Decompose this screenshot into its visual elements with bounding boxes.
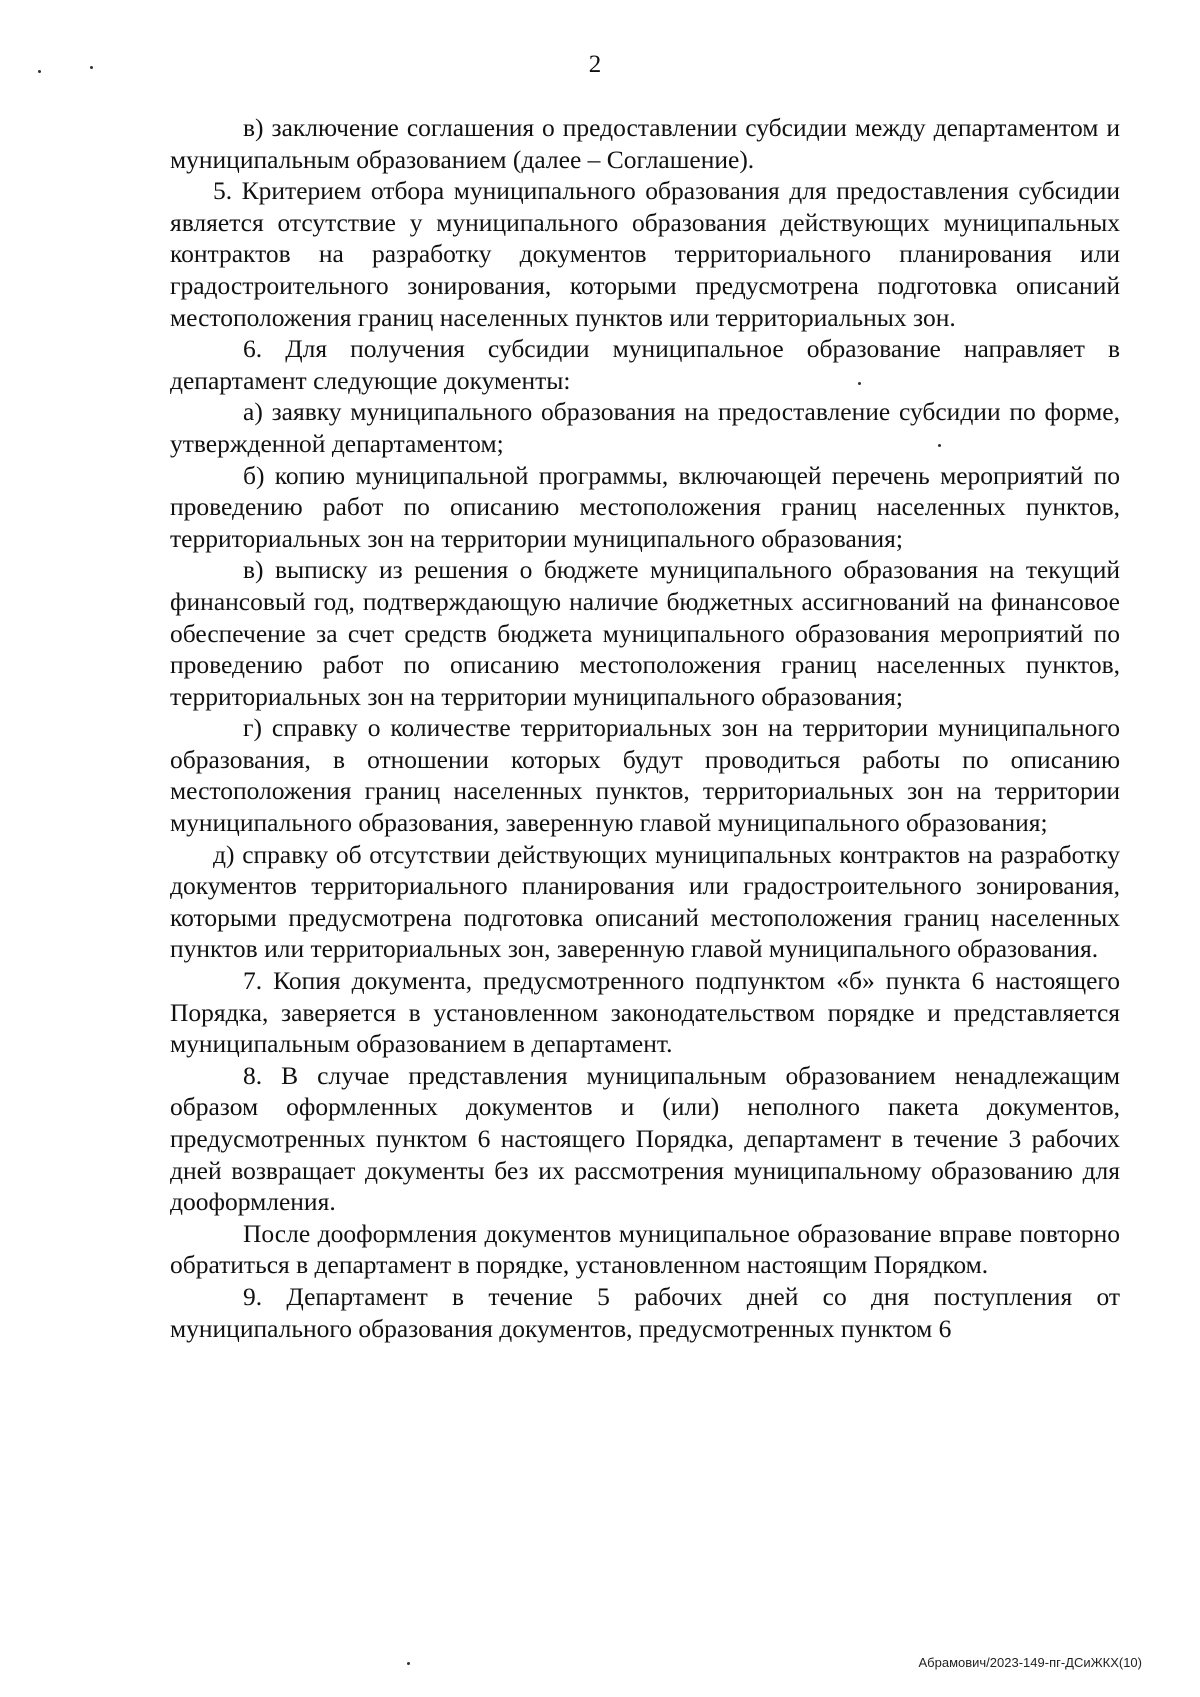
paragraph-point-9: 9. Департамент в течение 5 рабочих дней со дня поступления от муниципального образования документов, предусмотренных пунктом 6 bbox=[170, 1281, 1120, 1343]
paragraph-point-6: 6. Для получения субсидии муниципальное образование направляет в департамент следующие документы: bbox=[170, 334, 1120, 395]
document-code-footer: Абрамович/2023-149-пг-ДСиЖКХ(10) bbox=[918, 1655, 1142, 1670]
paragraph-point-7: 7. Копия документа, предусмотренного подпунктом «б» пункта 6 настоящего Порядка, заверяется в установленном законодательством порядке и представляется муниципальным образованием в департамент. bbox=[170, 966, 1120, 1059]
paragraph-subpoint-a: а) заявку муниципального образования на предоставление субсидии по форме, утвержденной департаментом; bbox=[170, 397, 1120, 458]
paragraph-subpoint-b: б) копию муниципальной программы, включающей перечень мероприятий по проведению работ по описанию местоположения границ населенных пунктов, территориальных зон на территории муниципального образования; bbox=[170, 460, 1120, 553]
paragraph-subpoint-v-agreement: в) заключение соглашения о предоставлении субсидии между департаментом и муниципальным образованием (далее – Соглашение). bbox=[170, 113, 1120, 174]
paragraph-refinement: После дооформления документов муниципальное образование вправе повторно обратиться в департамент в порядке, установленном настоящим Порядком. bbox=[170, 1218, 1120, 1280]
paragraph-subpoint-g: г) справку о количестве территориальных зон на территории муниципального образования, в отношении которых будут проводиться работы по описанию местоположения границ населенных пунктов, территориальных зон на территории муниципального образования, заверенную главой муниципального образования; bbox=[170, 713, 1120, 838]
scan-speck bbox=[407, 1662, 410, 1665]
paragraph-point-8: 8. В случае представления муниципальным образованием ненадлежащим образом оформленных документов и (или) неполного пакета документов, предусмотренных пунктом 6 настоящего Порядка, департамент в течение 3 рабочих дней возвращает документы без их рассмотрения муниципальному образованию для дооформления. bbox=[170, 1060, 1120, 1217]
paragraph-point-5: 5. Критерием отбора муниципального образования для предоставления субсидии является отсутствие у муниципального образования действующих муниципальных контрактов на разработку документов территориального планирования или градостроительного зонирования, которыми предусмотрена подготовка описаний местоположения границ населенных пунктов или территориальных зон. bbox=[170, 176, 1120, 332]
paragraph-subpoint-d: д) справку об отсутствии действующих муниципальных контрактов на разработку документов территориального планирования или градостроительного зонирования, которыми предусмотрена подготовка описаний местоположения границ населенных пунктов или территориальных зон, заверенную главой муниципального образования. bbox=[170, 839, 1120, 964]
paragraph-subpoint-v: в) выписку из решения о бюджете муниципального образования на текущий финансовый год, подтверждающую наличие бюджетных ассигнований на финансовое обеспечение за счет средств бюджета муниципального образования мероприятий по проведению работ по описанию местоположения границ населенных пунктов, территориальных зон на территории муниципального образования; bbox=[170, 555, 1120, 711]
page-number: 2 bbox=[588, 51, 602, 78]
document-body bbox=[170, 112, 1120, 1344]
